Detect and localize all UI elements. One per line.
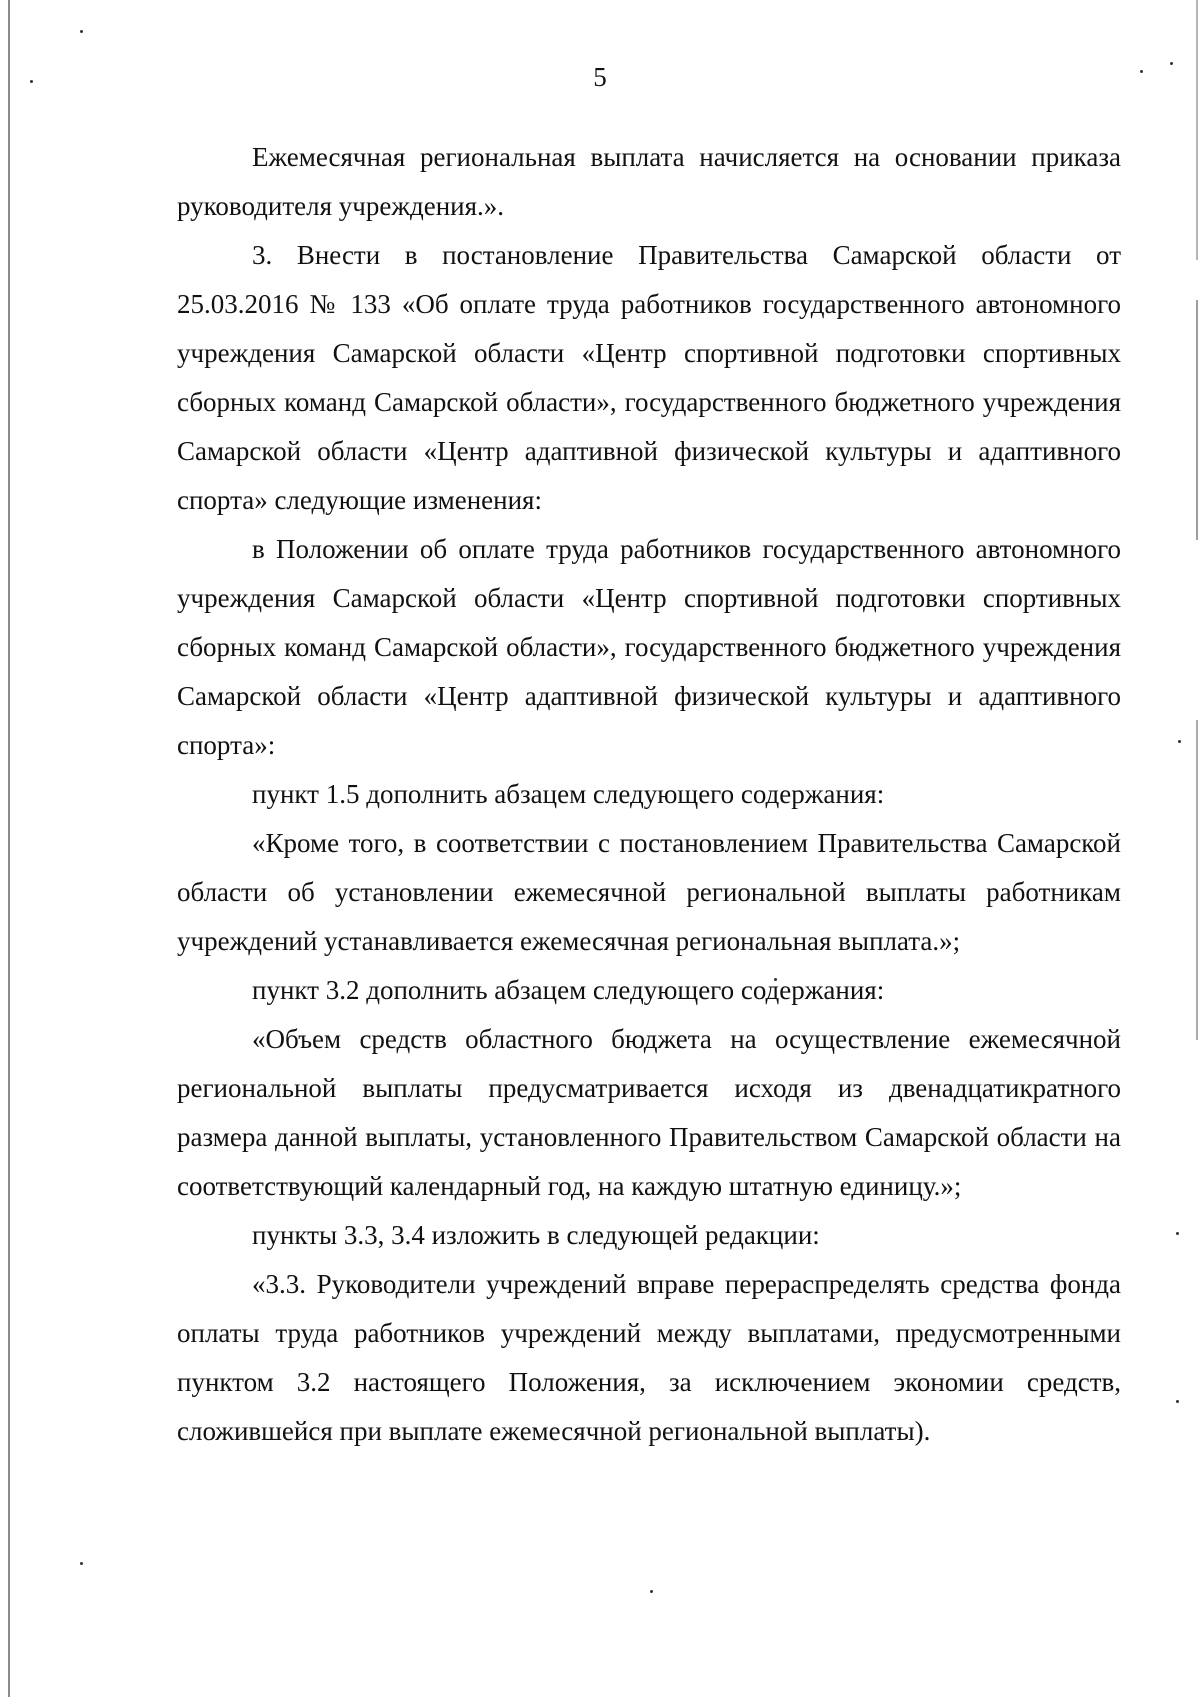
scan-speck (1176, 1400, 1179, 1403)
paragraph: пункты 3.3, 3.4 изложить в следующей редакции: (252, 1220, 820, 1250)
scan-right-edge-line (1196, 720, 1198, 1040)
page-number: 5 (593, 62, 607, 92)
paragraph: «Кроме того, в соответствии с постановлением Правительства Самарской области об установлении ежемесячной региональной выплаты работникам учреждений устанавливается ежемесячная региональная выплата.»; (177, 828, 1121, 956)
paragraph: пункт 3.2 дополнить абзацем следующего содержания: (252, 975, 885, 1005)
scan-left-edge-line (8, 0, 10, 1697)
scan-speck (1178, 740, 1181, 743)
paragraph: Ежемесячная региональная выплата начисляется на основании приказа руководителя учреждения.». (177, 142, 1121, 221)
paragraph: пункт 1.5 дополнить абзацем следующего содержания: (252, 779, 885, 809)
scan-speck (80, 30, 83, 33)
paragraph: 3. Внести в постановление Правительства Самарской области от 25.03.2016 № 133 «Об оплате труда работников государственного автономного учреждения Самарской области «Центр спортивной подготовки спортивных сборных команд Самарской области», государственного бюджетного учреждения Самарской области «Центр адаптивной физической культуры и адаптивного спорта» следующие изменения: (177, 240, 1121, 515)
scan-right-edge-line (1196, 0, 1198, 260)
paragraph: «Объем средств областного бюджета на осуществление ежемесячной региональной выплаты предусматривается исходя из двенадцатикратного размера данной выплаты, установленного Правительством Самарской области на соответствующий календарный год, на каждую штатную единицу.»; (177, 1024, 1121, 1201)
document-body (177, 133, 1121, 1456)
paragraph: «3.3. Руководители учреждений вправе перераспределять средства фонда оплаты труда работников учреждений между выплатами, предусмотренными пунктом 3.2 настоящего Положения, за исключением экономии средств, сложившейся при выплате ежемесячной региональной выплаты). (177, 1269, 1121, 1446)
scan-right-edge-line (1196, 300, 1198, 540)
scan-speck (650, 1590, 653, 1593)
scan-speck (1176, 1232, 1179, 1235)
paragraph: в Положении об оплате труда работников государственного автономного учреждения Самарской области «Центр спортивной подготовки спортивных сборных команд Самарской области», государственного бюджетного учреждения Самарской области «Центр адаптивной физической культуры и адаптивного спорта»: (177, 534, 1121, 760)
scan-speck (80, 1562, 83, 1565)
